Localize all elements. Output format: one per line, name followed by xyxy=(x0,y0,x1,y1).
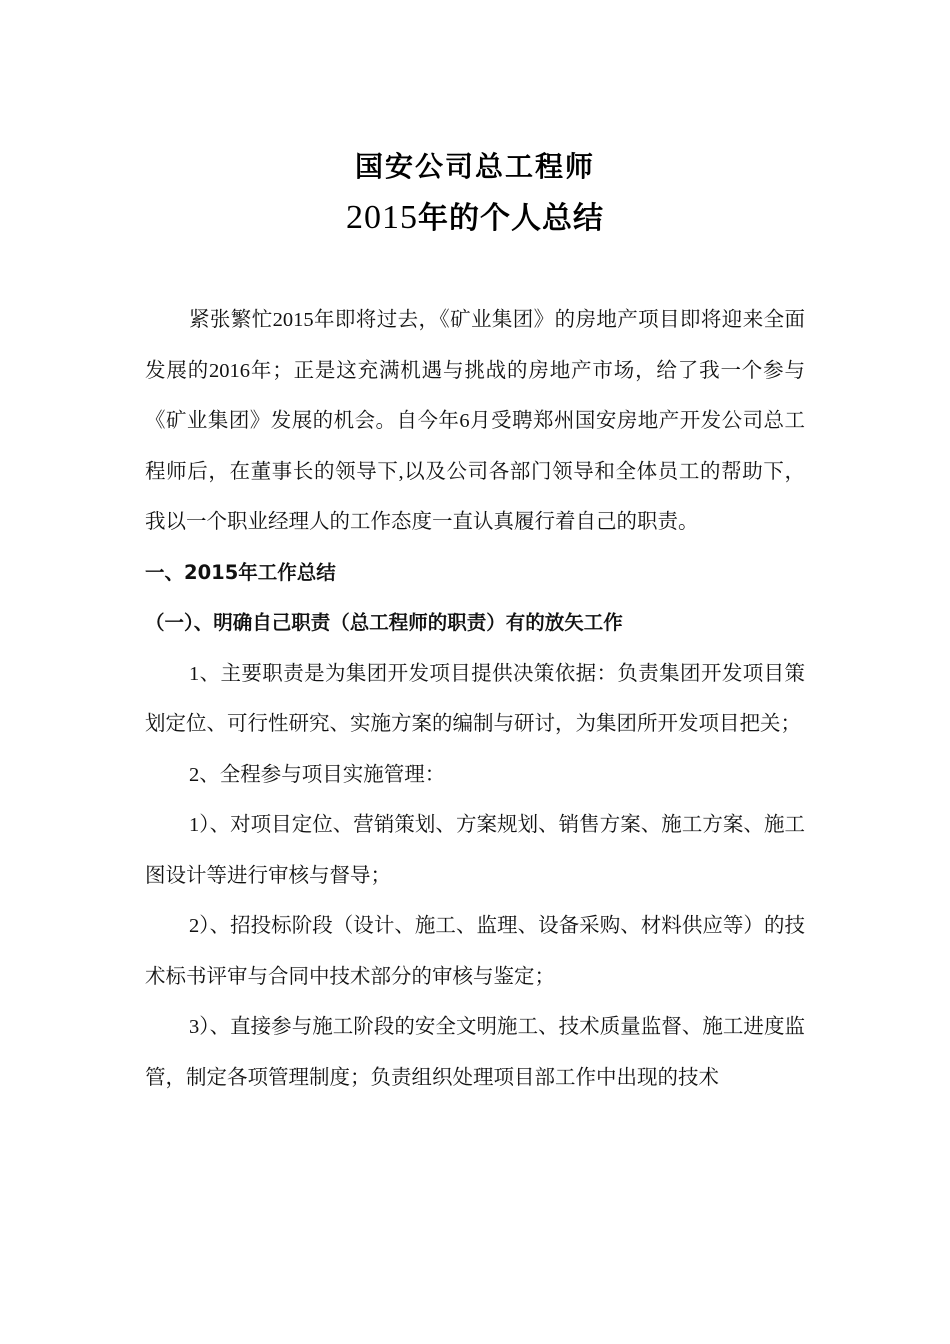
sub-item-3: 3）、直接参与施工阶段的安全文明施工、技术质量监督、施工进度监管，制定各项管理制度；负责组织处理项目部工作中出现的技术 xyxy=(145,1016,805,1089)
intro-paragraph: 紧张繁忙2015年即将过去，《矿业集团》的房地产项目即将迎来全面发展的2016年；正是这充满机遇与挑战的房地产市场，给了我一个参与《矿业集团》发展的机会。自今年6月受聘郑州国安房地产开发公司总工程师后，在董事长的领导下,以及公司各部门领导和全体员工的帮助下，我以一个职业经理人的工作态度一直认真履行着自己的职责。 xyxy=(145,309,805,533)
document-title-line1: 国安公司总工程师 xyxy=(354,150,595,183)
title-year: 2015 xyxy=(346,199,418,236)
document-body xyxy=(145,295,805,1103)
document-title-line2 xyxy=(0,193,950,237)
title-rest: 年的个人总结 xyxy=(418,201,604,236)
section-heading-1: 一、2015年工作总结 xyxy=(145,560,336,584)
sub-item-1: 1）、对项目定位、营销策划、方案规划、销售方案、施工方案、施工图设计等进行审核与督导； xyxy=(145,814,805,887)
list-item-2: 2、全程参与项目实施管理： xyxy=(189,763,446,786)
subsection-heading-1: （一）、明确自己职责（总工程师的职责）有的放矢工作 xyxy=(145,611,623,634)
sub-item-2: 2）、招投标阶段（设计、施工、监理、设备采购、材料供应等）的技术标书评审与合同中技术部分的审核与鉴定； xyxy=(145,915,805,988)
list-item-1: 1、主要职责是为集团开发项目提供决策依据：负责集团开发项目策划定位、可行性研究、实施方案的编制与研讨，为集团所开发项目把关； xyxy=(145,662,805,735)
